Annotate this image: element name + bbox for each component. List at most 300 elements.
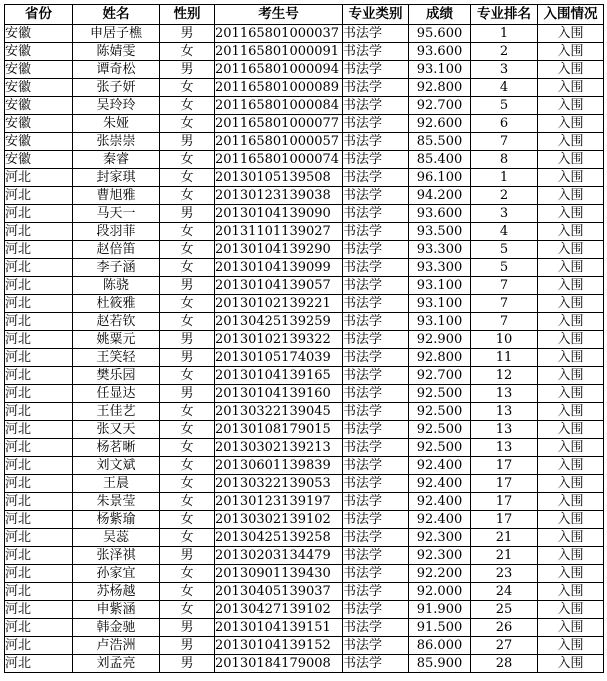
cell-major: 书法学 (343, 115, 409, 133)
cell-gender: 男 (160, 619, 215, 637)
column-header-major: 专业类别 (343, 5, 409, 25)
cell-gender: 女 (160, 601, 215, 619)
column-header-major-rank: 专业排名 (471, 5, 538, 25)
cell-province: 河北 (5, 277, 73, 295)
table-row (5, 439, 604, 457)
cell-province: 河北 (5, 259, 73, 277)
cell-major: 书法学 (343, 331, 409, 349)
cell-candidate-id: 20130104139090 (215, 205, 343, 223)
cell-admission-status: 入围 (538, 151, 604, 169)
cell-score: 93.300 (409, 241, 471, 259)
cell-score: 92.200 (409, 565, 471, 583)
cell-score: 95.600 (409, 25, 471, 43)
cell-name: 赵倍笛 (73, 241, 160, 259)
cell-name: 杜筱雅 (73, 295, 160, 313)
cell-major: 书法学 (343, 367, 409, 385)
cell-candidate-id: 20131101139027 (215, 223, 343, 241)
cell-major-rank: 23 (471, 565, 538, 583)
table-row (5, 205, 604, 223)
cell-major: 书法学 (343, 295, 409, 313)
cell-name: 朱景莹 (73, 493, 160, 511)
cell-admission-status: 入围 (538, 61, 604, 79)
cell-candidate-id: 201165801000094 (215, 61, 343, 79)
cell-score: 93.300 (409, 259, 471, 277)
cell-candidate-id: 20130102139322 (215, 331, 343, 349)
cell-name: 韩金驰 (73, 619, 160, 637)
cell-major: 书法学 (343, 133, 409, 151)
cell-province: 安徽 (5, 43, 73, 61)
cell-name: 刘孟亮 (73, 655, 160, 673)
cell-province: 河北 (5, 241, 73, 259)
table-row (5, 637, 604, 655)
cell-gender: 男 (160, 331, 215, 349)
cell-name: 吴玲玲 (73, 97, 160, 115)
cell-province: 河北 (5, 655, 73, 673)
cell-candidate-id: 20130601139839 (215, 457, 343, 475)
cell-major-rank: 13 (471, 421, 538, 439)
cell-candidate-id: 20130104139160 (215, 385, 343, 403)
cell-major: 书法学 (343, 43, 409, 61)
cell-major-rank: 2 (471, 43, 538, 61)
cell-gender: 女 (160, 493, 215, 511)
cell-score: 92.000 (409, 583, 471, 601)
cell-candidate-id: 20130302139213 (215, 439, 343, 457)
cell-score: 93.100 (409, 277, 471, 295)
cell-score: 92.700 (409, 97, 471, 115)
cell-score: 91.500 (409, 619, 471, 637)
cell-major: 书法学 (343, 349, 409, 367)
cell-major-rank: 21 (471, 547, 538, 565)
cell-major: 书法学 (343, 79, 409, 97)
cell-province: 安徽 (5, 97, 73, 115)
cell-gender: 女 (160, 43, 215, 61)
cell-name: 张又天 (73, 421, 160, 439)
cell-admission-status: 入围 (538, 547, 604, 565)
cell-gender: 男 (160, 277, 215, 295)
cell-name: 谭奇松 (73, 61, 160, 79)
cell-gender: 女 (160, 457, 215, 475)
cell-candidate-id: 20130123139197 (215, 493, 343, 511)
cell-score: 92.500 (409, 421, 471, 439)
cell-candidate-id: 201165801000037 (215, 25, 343, 43)
cell-candidate-id: 201165801000077 (215, 115, 343, 133)
cell-name: 刘文斌 (73, 457, 160, 475)
cell-major-rank: 7 (471, 277, 538, 295)
cell-province: 河北 (5, 169, 73, 187)
cell-major: 书法学 (343, 61, 409, 79)
table-body (5, 25, 604, 673)
cell-admission-status: 入围 (538, 43, 604, 61)
table-row (5, 151, 604, 169)
cell-admission-status: 入围 (538, 511, 604, 529)
table-row (5, 421, 604, 439)
cell-major-rank: 7 (471, 133, 538, 151)
cell-province: 安徽 (5, 25, 73, 43)
cell-candidate-id: 201165801000057 (215, 133, 343, 151)
cell-gender: 男 (160, 385, 215, 403)
cell-name: 马天一 (73, 205, 160, 223)
cell-candidate-id: 20130901139430 (215, 565, 343, 583)
column-header-gender: 性别 (160, 5, 215, 25)
cell-admission-status: 入围 (538, 601, 604, 619)
cell-major: 书法学 (343, 403, 409, 421)
cell-name: 申居子樵 (73, 25, 160, 43)
cell-major-rank: 24 (471, 583, 538, 601)
cell-score: 93.100 (409, 313, 471, 331)
table-row (5, 403, 604, 421)
cell-major-rank: 3 (471, 61, 538, 79)
cell-admission-status: 入围 (538, 619, 604, 637)
cell-name: 卢浩洲 (73, 637, 160, 655)
cell-major-rank: 13 (471, 385, 538, 403)
cell-admission-status: 入围 (538, 439, 604, 457)
cell-major-rank: 7 (471, 295, 538, 313)
cell-score: 85.400 (409, 151, 471, 169)
cell-admission-status: 入围 (538, 403, 604, 421)
cell-candidate-id: 201165801000089 (215, 79, 343, 97)
cell-major: 书法学 (343, 547, 409, 565)
cell-gender: 女 (160, 367, 215, 385)
cell-name: 杨紫瑜 (73, 511, 160, 529)
table-row (5, 277, 604, 295)
table-row (5, 583, 604, 601)
cell-major: 书法学 (343, 169, 409, 187)
cell-gender: 女 (160, 475, 215, 493)
cell-score: 92.500 (409, 403, 471, 421)
cell-gender: 女 (160, 115, 215, 133)
cell-gender: 女 (160, 97, 215, 115)
cell-province: 河北 (5, 457, 73, 475)
cell-gender: 女 (160, 439, 215, 457)
cell-major: 书法学 (343, 493, 409, 511)
cell-province: 安徽 (5, 115, 73, 133)
cell-candidate-id: 20130123139038 (215, 187, 343, 205)
cell-admission-status: 入围 (538, 583, 604, 601)
table-row (5, 61, 604, 79)
cell-candidate-id: 20130322139045 (215, 403, 343, 421)
cell-gender: 男 (160, 25, 215, 43)
cell-admission-status: 入围 (538, 241, 604, 259)
cell-major-rank: 10 (471, 331, 538, 349)
cell-name: 王佳艺 (73, 403, 160, 421)
cell-gender: 男 (160, 655, 215, 673)
cell-candidate-id: 20130102139221 (215, 295, 343, 313)
table-row (5, 529, 604, 547)
cell-major: 书法学 (343, 637, 409, 655)
cell-province: 安徽 (5, 61, 73, 79)
cell-major-rank: 3 (471, 205, 538, 223)
cell-candidate-id: 20130427139102 (215, 601, 343, 619)
cell-major-rank: 12 (471, 367, 538, 385)
cell-name: 姚粟元 (73, 331, 160, 349)
cell-province: 河北 (5, 385, 73, 403)
cell-major: 书法学 (343, 277, 409, 295)
cell-major-rank: 13 (471, 439, 538, 457)
cell-gender: 女 (160, 169, 215, 187)
cell-admission-status: 入围 (538, 655, 604, 673)
cell-major-rank: 5 (471, 97, 538, 115)
cell-candidate-id: 20130104139290 (215, 241, 343, 259)
cell-admission-status: 入围 (538, 205, 604, 223)
cell-major-rank: 11 (471, 349, 538, 367)
cell-gender: 女 (160, 583, 215, 601)
cell-gender: 女 (160, 529, 215, 547)
cell-major-rank: 1 (471, 25, 538, 43)
cell-major-rank: 2 (471, 187, 538, 205)
cell-major-rank: 21 (471, 529, 538, 547)
cell-candidate-id: 20130108179015 (215, 421, 343, 439)
cell-name: 孙家宜 (73, 565, 160, 583)
cell-admission-status: 入围 (538, 133, 604, 151)
cell-admission-status: 入围 (538, 421, 604, 439)
cell-gender: 女 (160, 187, 215, 205)
column-header-score: 成绩 (409, 5, 471, 25)
table-row (5, 565, 604, 583)
cell-major: 书法学 (343, 619, 409, 637)
cell-gender: 女 (160, 151, 215, 169)
cell-province: 安徽 (5, 133, 73, 151)
cell-score: 93.600 (409, 43, 471, 61)
cell-province: 安徽 (5, 151, 73, 169)
table-row (5, 313, 604, 331)
cell-province: 河北 (5, 205, 73, 223)
cell-name: 苏杨越 (73, 583, 160, 601)
cell-major: 书法学 (343, 241, 409, 259)
cell-gender: 女 (160, 403, 215, 421)
cell-candidate-id: 20130425139258 (215, 529, 343, 547)
cell-admission-status: 入围 (538, 565, 604, 583)
cell-gender: 女 (160, 511, 215, 529)
cell-score: 85.900 (409, 655, 471, 673)
cell-score: 93.600 (409, 205, 471, 223)
cell-admission-status: 入围 (538, 295, 604, 313)
cell-province: 河北 (5, 403, 73, 421)
cell-major: 书法学 (343, 655, 409, 673)
cell-name: 张泽祺 (73, 547, 160, 565)
cell-candidate-id: 201165801000074 (215, 151, 343, 169)
cell-candidate-id: 20130203134479 (215, 547, 343, 565)
cell-name: 张崇崇 (73, 133, 160, 151)
cell-gender: 女 (160, 223, 215, 241)
column-header-name: 姓名 (73, 5, 160, 25)
cell-province: 河北 (5, 601, 73, 619)
cell-province: 河北 (5, 295, 73, 313)
cell-province: 河北 (5, 475, 73, 493)
cell-admission-status: 入围 (538, 493, 604, 511)
table-row (5, 385, 604, 403)
cell-gender: 女 (160, 79, 215, 97)
cell-score: 92.400 (409, 457, 471, 475)
cell-name: 李子涵 (73, 259, 160, 277)
cell-province: 河北 (5, 313, 73, 331)
admission-results-table (4, 4, 604, 673)
cell-major-rank: 5 (471, 259, 538, 277)
cell-score: 92.600 (409, 115, 471, 133)
cell-major: 书法学 (343, 511, 409, 529)
table-row (5, 169, 604, 187)
table-row (5, 133, 604, 151)
table-row (5, 223, 604, 241)
cell-score: 86.000 (409, 637, 471, 655)
cell-major-rank: 5 (471, 241, 538, 259)
cell-admission-status: 入围 (538, 25, 604, 43)
cell-major: 书法学 (343, 601, 409, 619)
cell-name: 段羽菲 (73, 223, 160, 241)
cell-major-rank: 25 (471, 601, 538, 619)
cell-major: 书法学 (343, 583, 409, 601)
table-row (5, 43, 604, 61)
table-row (5, 367, 604, 385)
cell-candidate-id: 20130104139057 (215, 277, 343, 295)
table-row (5, 493, 604, 511)
cell-admission-status: 入围 (538, 637, 604, 655)
cell-score: 92.800 (409, 349, 471, 367)
cell-candidate-id: 20130104139152 (215, 637, 343, 655)
cell-score: 92.400 (409, 511, 471, 529)
cell-province: 河北 (5, 511, 73, 529)
cell-name: 杨茗晰 (73, 439, 160, 457)
cell-admission-status: 入围 (538, 529, 604, 547)
table-row (5, 187, 604, 205)
cell-major-rank: 13 (471, 403, 538, 421)
cell-province: 河北 (5, 421, 73, 439)
cell-province: 河北 (5, 367, 73, 385)
cell-score: 92.500 (409, 385, 471, 403)
cell-name: 王晨 (73, 475, 160, 493)
cell-name: 吴蕊 (73, 529, 160, 547)
cell-gender: 女 (160, 241, 215, 259)
cell-admission-status: 入围 (538, 313, 604, 331)
cell-name: 任显达 (73, 385, 160, 403)
cell-province: 河北 (5, 583, 73, 601)
cell-admission-status: 入围 (538, 223, 604, 241)
table-row (5, 331, 604, 349)
cell-major: 书法学 (343, 223, 409, 241)
cell-major: 书法学 (343, 313, 409, 331)
cell-major: 书法学 (343, 421, 409, 439)
cell-admission-status: 入围 (538, 331, 604, 349)
cell-province: 河北 (5, 529, 73, 547)
cell-gender: 女 (160, 421, 215, 439)
cell-name: 曹旭雅 (73, 187, 160, 205)
column-header-candidate-id: 考生号 (215, 5, 343, 25)
cell-major: 书法学 (343, 259, 409, 277)
cell-admission-status: 入围 (538, 187, 604, 205)
cell-gender: 男 (160, 133, 215, 151)
cell-admission-status: 入围 (538, 259, 604, 277)
cell-major: 书法学 (343, 565, 409, 583)
cell-candidate-id: 20130425139259 (215, 313, 343, 331)
cell-admission-status: 入围 (538, 385, 604, 403)
table-row (5, 241, 604, 259)
cell-province: 河北 (5, 349, 73, 367)
cell-name: 赵若钦 (73, 313, 160, 331)
cell-gender: 女 (160, 295, 215, 313)
cell-name: 朱娅 (73, 115, 160, 133)
cell-admission-status: 入围 (538, 79, 604, 97)
cell-admission-status: 入围 (538, 349, 604, 367)
cell-score: 85.500 (409, 133, 471, 151)
cell-score: 96.100 (409, 169, 471, 187)
cell-score: 92.900 (409, 331, 471, 349)
cell-province: 河北 (5, 547, 73, 565)
cell-province: 河北 (5, 493, 73, 511)
cell-major-rank: 17 (471, 457, 538, 475)
cell-admission-status: 入围 (538, 367, 604, 385)
cell-major: 书法学 (343, 151, 409, 169)
table-row (5, 511, 604, 529)
table-row (5, 79, 604, 97)
cell-name: 封家琪 (73, 169, 160, 187)
cell-candidate-id: 20130104139099 (215, 259, 343, 277)
cell-major-rank: 17 (471, 493, 538, 511)
column-header-admission-status: 入围情况 (538, 5, 604, 25)
cell-candidate-id: 20130184179008 (215, 655, 343, 673)
cell-major: 书法学 (343, 25, 409, 43)
cell-gender: 男 (160, 61, 215, 79)
table-row (5, 259, 604, 277)
cell-major: 书法学 (343, 385, 409, 403)
cell-name: 申紫涵 (73, 601, 160, 619)
cell-major: 书法学 (343, 529, 409, 547)
cell-score: 92.400 (409, 475, 471, 493)
cell-name: 张子妍 (73, 79, 160, 97)
table-row (5, 115, 604, 133)
cell-score: 92.300 (409, 529, 471, 547)
table-row (5, 601, 604, 619)
cell-admission-status: 入围 (538, 457, 604, 475)
cell-province: 河北 (5, 439, 73, 457)
cell-score: 92.500 (409, 439, 471, 457)
cell-candidate-id: 20130104139151 (215, 619, 343, 637)
cell-candidate-id: 20130405139037 (215, 583, 343, 601)
cell-candidate-id: 201165801000084 (215, 97, 343, 115)
cell-candidate-id: 20130322139053 (215, 475, 343, 493)
cell-admission-status: 入围 (538, 277, 604, 295)
cell-gender: 男 (160, 349, 215, 367)
cell-admission-status: 入围 (538, 97, 604, 115)
cell-major: 书法学 (343, 475, 409, 493)
cell-major: 书法学 (343, 97, 409, 115)
cell-score: 93.500 (409, 223, 471, 241)
cell-gender: 男 (160, 547, 215, 565)
cell-major-rank: 7 (471, 313, 538, 331)
cell-score: 92.700 (409, 367, 471, 385)
cell-major: 书法学 (343, 439, 409, 457)
cell-major-rank: 27 (471, 637, 538, 655)
cell-major-rank: 17 (471, 511, 538, 529)
cell-name: 陈婧雯 (73, 43, 160, 61)
cell-gender: 男 (160, 205, 215, 223)
cell-major-rank: 8 (471, 151, 538, 169)
table-row (5, 655, 604, 673)
cell-name: 王笑轻 (73, 349, 160, 367)
cell-gender: 男 (160, 637, 215, 655)
cell-name: 樊乐园 (73, 367, 160, 385)
cell-major: 书法学 (343, 187, 409, 205)
table-row (5, 295, 604, 313)
cell-candidate-id: 20130105174039 (215, 349, 343, 367)
cell-major-rank: 6 (471, 115, 538, 133)
cell-major-rank: 26 (471, 619, 538, 637)
cell-candidate-id: 201165801000091 (215, 43, 343, 61)
cell-gender: 女 (160, 313, 215, 331)
cell-gender: 女 (160, 259, 215, 277)
table-row (5, 547, 604, 565)
cell-candidate-id: 20130302139102 (215, 511, 343, 529)
cell-major-rank: 4 (471, 223, 538, 241)
cell-province: 河北 (5, 187, 73, 205)
